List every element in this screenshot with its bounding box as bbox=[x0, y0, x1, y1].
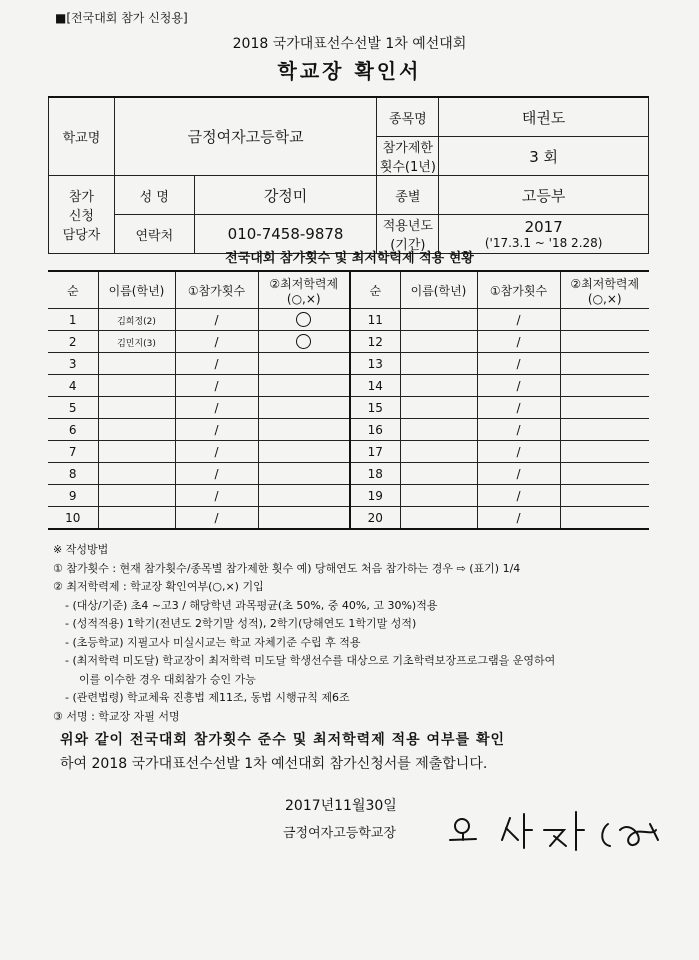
row-no: 5 bbox=[48, 397, 98, 419]
circle-mark-icon bbox=[296, 312, 311, 327]
header-no-right: 순 bbox=[350, 271, 400, 309]
row-no: 13 bbox=[350, 353, 400, 375]
row-count: / bbox=[477, 353, 560, 375]
row-name bbox=[400, 463, 477, 485]
table-row bbox=[48, 397, 649, 419]
row-name bbox=[98, 441, 175, 463]
school-name-label: 학교명 bbox=[49, 97, 115, 176]
row-count: / bbox=[477, 507, 560, 530]
row-name bbox=[98, 419, 175, 441]
row-no: 8 bbox=[48, 463, 98, 485]
document-title: 학교장 확인서 bbox=[277, 59, 422, 83]
confirmation-line: 위와 같이 전국대회 참가횟수 준수 및 최저학력제 적용 여부를 확인 bbox=[60, 732, 506, 748]
row-no: 9 bbox=[48, 485, 98, 507]
row-count: / bbox=[175, 397, 258, 419]
row-no: 14 bbox=[350, 375, 400, 397]
row-count: / bbox=[477, 397, 560, 419]
confirmation-statement bbox=[60, 728, 505, 776]
row-count: / bbox=[477, 463, 560, 485]
notes-line: - (최저학력 미도달) 학교장이 최저학력 미도달 학생선수를 대상으로 기초학력보장프로그램을 운영하여 bbox=[65, 654, 556, 667]
row-grade bbox=[560, 309, 649, 331]
row-no: 12 bbox=[350, 331, 400, 353]
table-row bbox=[48, 353, 649, 375]
row-grade bbox=[258, 353, 350, 375]
row-no: 10 bbox=[48, 507, 98, 530]
row-no: 3 bbox=[48, 353, 98, 375]
row-count: / bbox=[175, 309, 258, 331]
row-name bbox=[98, 463, 175, 485]
row-name: 김민지(3) bbox=[98, 331, 175, 353]
header-count-right: ①참가횟수 bbox=[477, 271, 560, 309]
row-count: / bbox=[477, 331, 560, 353]
row-grade bbox=[560, 397, 649, 419]
row-no: 2 bbox=[48, 331, 98, 353]
year-label: 적용년도 (기간) bbox=[377, 215, 439, 254]
row-count: / bbox=[175, 331, 258, 353]
row-name bbox=[400, 309, 477, 331]
school-info-table bbox=[48, 96, 649, 254]
notes-line: ③ 서명 : 학교장 자필 서명 bbox=[53, 709, 180, 723]
manager-name-value: 강정미 bbox=[194, 176, 377, 215]
row-grade bbox=[258, 485, 350, 507]
notes-line: - (초등학교) 지필고사 미실시교는 학교 자체기준 수립 후 적용 bbox=[65, 635, 361, 649]
row-name bbox=[400, 507, 477, 530]
manager-label: 참가 신청 담당자 bbox=[49, 176, 115, 254]
row-grade bbox=[560, 353, 649, 375]
row-grade bbox=[258, 507, 350, 530]
row-count: / bbox=[477, 485, 560, 507]
notes-line: - (관련법령) 학교체육 진흥법 제11조, 동법 시행규칙 제6조 bbox=[65, 691, 350, 704]
manager-name-label: 성 명 bbox=[114, 176, 194, 215]
notes-line: ① 참가횟수 : 현재 참가횟수/종목별 참가제한 횟수 예) 당해연도 처음 참가하는 경우 ⇨ (표기) 1/4 bbox=[53, 561, 521, 575]
contact-value: 010-7458-9878 bbox=[194, 215, 377, 254]
row-grade bbox=[258, 331, 350, 353]
category-label: 종별 bbox=[377, 176, 439, 215]
row-no: 15 bbox=[350, 397, 400, 419]
row-count: / bbox=[175, 507, 258, 530]
row-no: 16 bbox=[350, 419, 400, 441]
row-grade bbox=[560, 419, 649, 441]
table-row bbox=[48, 485, 649, 507]
school-name-value: 금정여자고등학교 bbox=[114, 97, 377, 176]
header-grade: ②최저학력제 (○,×) bbox=[258, 271, 350, 309]
row-grade bbox=[258, 441, 350, 463]
document-date: 2017년11월30일 bbox=[285, 798, 397, 814]
row-no: 11 bbox=[350, 309, 400, 331]
row-grade bbox=[560, 507, 649, 530]
event-label: 종목명 bbox=[377, 97, 439, 137]
row-grade bbox=[258, 419, 350, 441]
row-grade bbox=[560, 331, 649, 353]
table-row bbox=[48, 507, 649, 530]
row-name bbox=[400, 441, 477, 463]
row-name bbox=[400, 485, 477, 507]
row-grade bbox=[560, 441, 649, 463]
form-type-label: ■[전국대회 참가 신청용] bbox=[55, 11, 188, 25]
row-grade bbox=[560, 375, 649, 397]
writing-instructions bbox=[53, 541, 673, 726]
principal-signature bbox=[440, 800, 670, 860]
row-name bbox=[400, 375, 477, 397]
row-name bbox=[98, 485, 175, 507]
row-count: / bbox=[175, 375, 258, 397]
confirmation-line: 하여 2018 국가대표선수선발 1차 예선대회 참가신청서를 제출합니다. bbox=[60, 756, 488, 772]
row-count: / bbox=[477, 419, 560, 441]
notes-line: - (성적적용) 1학기(전년도 2학기말 성적), 2학기(당해연도 1학기말 성적) bbox=[65, 617, 417, 630]
category-value: 고등부 bbox=[439, 176, 649, 215]
notes-line: 이를 이수한 경우 대회참가 승인 가능 bbox=[79, 672, 256, 686]
row-no: 6 bbox=[48, 419, 98, 441]
row-count: / bbox=[175, 463, 258, 485]
row-count: / bbox=[477, 441, 560, 463]
circle-mark-icon bbox=[296, 334, 311, 349]
row-name bbox=[400, 397, 477, 419]
table-row bbox=[48, 331, 649, 353]
table-row bbox=[48, 375, 649, 397]
row-no: 18 bbox=[350, 463, 400, 485]
row-grade bbox=[258, 309, 350, 331]
row-no: 7 bbox=[48, 441, 98, 463]
event-value: 태권도 bbox=[439, 97, 649, 137]
row-no: 4 bbox=[48, 375, 98, 397]
table-row bbox=[48, 419, 649, 441]
principal-title: 금정여자고등학교장 bbox=[283, 826, 397, 841]
row-grade bbox=[258, 397, 350, 419]
header-no: 순 bbox=[48, 271, 98, 309]
row-grade bbox=[560, 485, 649, 507]
row-name: 김희정(2) bbox=[98, 309, 175, 331]
notes-heading: ※ 작성방법 bbox=[53, 543, 109, 556]
limit-label: 참가제한 횟수(1년) bbox=[377, 137, 439, 176]
row-no: 17 bbox=[350, 441, 400, 463]
table-row bbox=[48, 309, 649, 331]
year-value: 2017 ('17.3.1 ~ '18 2.28) bbox=[439, 215, 649, 254]
row-grade bbox=[258, 463, 350, 485]
row-name bbox=[400, 353, 477, 375]
row-count: / bbox=[477, 375, 560, 397]
row-count: / bbox=[175, 485, 258, 507]
row-count: / bbox=[175, 441, 258, 463]
document-subtitle: 2018 국가대표선수선발 1차 예선대회 bbox=[232, 36, 467, 52]
row-name bbox=[98, 353, 175, 375]
row-count: / bbox=[175, 353, 258, 375]
header-grade-right: ②최저학력제 (○,×) bbox=[560, 271, 649, 309]
header-count: ①참가횟수 bbox=[175, 271, 258, 309]
row-name bbox=[98, 397, 175, 419]
limit-value: 3 회 bbox=[439, 137, 649, 176]
header-name-right: 이름(학년) bbox=[400, 271, 477, 309]
row-no: 1 bbox=[48, 309, 98, 331]
header-name: 이름(학년) bbox=[98, 271, 175, 309]
participation-table bbox=[48, 270, 649, 530]
row-no: 20 bbox=[350, 507, 400, 530]
row-name bbox=[98, 507, 175, 530]
row-name bbox=[400, 331, 477, 353]
row-name bbox=[98, 375, 175, 397]
row-count: / bbox=[175, 419, 258, 441]
notes-line: - (대상/기준) 초4 ~고3 / 해당학년 과목평균(초 50%, 중 40%, 고 30%)적용 bbox=[65, 598, 438, 612]
row-grade bbox=[258, 375, 350, 397]
participation-section-title: 전국대회 참가횟수 및 최저학력제 적용 현황 bbox=[225, 251, 474, 266]
row-no: 19 bbox=[350, 485, 400, 507]
row-count: / bbox=[477, 309, 560, 331]
notes-line: ② 최저학력제 : 학교장 확인여부(○,×) 기입 bbox=[53, 580, 264, 593]
row-name bbox=[400, 419, 477, 441]
row-grade bbox=[560, 463, 649, 485]
contact-label: 연락처 bbox=[114, 215, 194, 254]
table-row bbox=[48, 441, 649, 463]
table-row bbox=[48, 463, 649, 485]
